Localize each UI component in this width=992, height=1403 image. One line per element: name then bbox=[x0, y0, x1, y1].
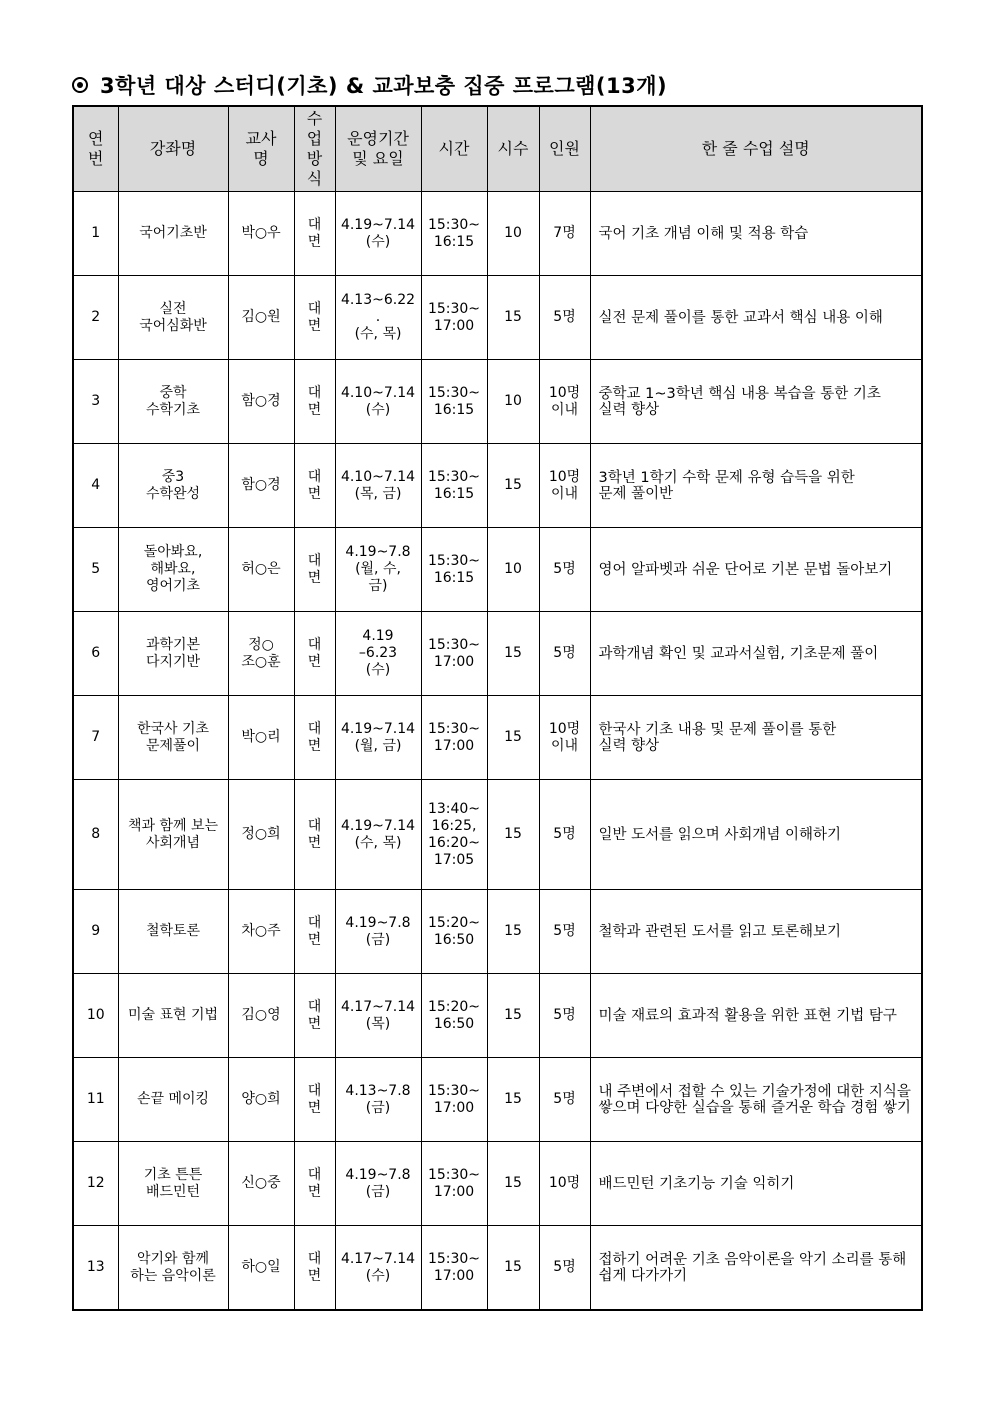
cell-capacity: 5명 bbox=[539, 1058, 590, 1142]
cell-course: 손끝 메이킹 bbox=[118, 1058, 228, 1142]
cell-description: 접하기 어려운 기초 음악이론을 악기 소리를 통해 쉽게 다가가기 bbox=[590, 1226, 922, 1311]
cell-teacher: 김○원 bbox=[228, 276, 294, 360]
cell-time: 15:30~ 17:00 bbox=[421, 612, 487, 696]
cell-hours: 10 bbox=[487, 360, 539, 444]
header-method: 수 업 방 식 bbox=[294, 106, 335, 192]
cell-hours: 15 bbox=[487, 276, 539, 360]
cell-teacher: 허○은 bbox=[228, 528, 294, 612]
table-row bbox=[73, 974, 922, 1058]
cell-course: 돌아봐요, 해봐요, 영어기초 bbox=[118, 528, 228, 612]
cell-capacity: 10명 이내 bbox=[539, 444, 590, 528]
table-row bbox=[73, 890, 922, 974]
cell-course: 중학 수학기초 bbox=[118, 360, 228, 444]
cell-course: 기초 튼튼 배드민턴 bbox=[118, 1142, 228, 1226]
cell-no: 1 bbox=[73, 192, 118, 276]
cell-method: 대 면 bbox=[294, 890, 335, 974]
cell-hours: 15 bbox=[487, 1142, 539, 1226]
cell-description: 배드민턴 기초기능 기술 익히기 bbox=[590, 1142, 922, 1226]
cell-capacity: 5명 bbox=[539, 1226, 590, 1311]
cell-hours: 10 bbox=[487, 192, 539, 276]
cell-hours: 10 bbox=[487, 528, 539, 612]
cell-description: 실전 문제 풀이를 통한 교과서 핵심 내용 이해 bbox=[590, 276, 922, 360]
cell-period: 4.17~7.14 (목) bbox=[335, 974, 421, 1058]
cell-time: 15:20~ 16:50 bbox=[421, 974, 487, 1058]
cell-hours: 15 bbox=[487, 1226, 539, 1311]
cell-hours: 15 bbox=[487, 974, 539, 1058]
table-header-row bbox=[73, 106, 922, 192]
cell-course: 책과 함께 보는 사회개념 bbox=[118, 780, 228, 890]
cell-no: 12 bbox=[73, 1142, 118, 1226]
cell-no: 4 bbox=[73, 444, 118, 528]
page-title-text: 3학년 대상 스터디(기초) & 교과보충 집중 프로그램(13개) bbox=[100, 74, 668, 98]
header-course: 강좌명 bbox=[118, 106, 228, 192]
table-row bbox=[73, 1142, 922, 1226]
header-description: 한 줄 수업 설명 bbox=[590, 106, 922, 192]
cell-capacity: 10명 이내 bbox=[539, 360, 590, 444]
cell-time: 15:30~ 17:00 bbox=[421, 1142, 487, 1226]
table-row bbox=[73, 1058, 922, 1142]
cell-no: 10 bbox=[73, 974, 118, 1058]
cell-capacity: 10명 이내 bbox=[539, 696, 590, 780]
program-table bbox=[72, 105, 923, 1311]
cell-time: 15:30~ 16:15 bbox=[421, 360, 487, 444]
cell-period: 4.13~6.22 . (수, 목) bbox=[335, 276, 421, 360]
cell-capacity: 5명 bbox=[539, 276, 590, 360]
cell-period: 4.19~7.8 (금) bbox=[335, 1142, 421, 1226]
cell-no: 6 bbox=[73, 612, 118, 696]
cell-period: 4.10~7.14 (목, 금) bbox=[335, 444, 421, 528]
cell-teacher: 양○희 bbox=[228, 1058, 294, 1142]
cell-time: 15:30~ 16:15 bbox=[421, 528, 487, 612]
cell-teacher: 신○중 bbox=[228, 1142, 294, 1226]
page-title bbox=[72, 68, 667, 102]
cell-course: 실전 국어심화반 bbox=[118, 276, 228, 360]
table-row bbox=[73, 696, 922, 780]
cell-hours: 15 bbox=[487, 1058, 539, 1142]
table-row bbox=[73, 612, 922, 696]
cell-capacity: 5명 bbox=[539, 974, 590, 1058]
cell-period: 4.19~7.14 (월, 금) bbox=[335, 696, 421, 780]
table-row bbox=[73, 276, 922, 360]
cell-no: 11 bbox=[73, 1058, 118, 1142]
cell-time: 15:30~ 17:00 bbox=[421, 1226, 487, 1311]
cell-time: 15:20~ 16:50 bbox=[421, 890, 487, 974]
cell-course: 과학기본 다지기반 bbox=[118, 612, 228, 696]
cell-teacher: 박○리 bbox=[228, 696, 294, 780]
cell-capacity: 5명 bbox=[539, 528, 590, 612]
cell-method: 대 면 bbox=[294, 528, 335, 612]
cell-no: 2 bbox=[73, 276, 118, 360]
cell-no: 9 bbox=[73, 890, 118, 974]
cell-description: 일반 도서를 읽으며 사회개념 이해하기 bbox=[590, 780, 922, 890]
cell-capacity: 5명 bbox=[539, 612, 590, 696]
cell-time: 15:30~ 17:00 bbox=[421, 1058, 487, 1142]
cell-course: 한국사 기초 문제풀이 bbox=[118, 696, 228, 780]
cell-period: 4.13~7.8 (금) bbox=[335, 1058, 421, 1142]
cell-capacity: 5명 bbox=[539, 890, 590, 974]
cell-teacher: 차○주 bbox=[228, 890, 294, 974]
cell-hours: 15 bbox=[487, 612, 539, 696]
header-capacity: 인원 bbox=[539, 106, 590, 192]
table-row bbox=[73, 360, 922, 444]
cell-description: 한국사 기초 내용 및 문제 풀이를 통한 실력 향상 bbox=[590, 696, 922, 780]
cell-method: 대 면 bbox=[294, 696, 335, 780]
cell-teacher: 함○경 bbox=[228, 360, 294, 444]
header-time: 시간 bbox=[421, 106, 487, 192]
cell-method: 대 면 bbox=[294, 612, 335, 696]
cell-teacher: 김○영 bbox=[228, 974, 294, 1058]
table-row bbox=[73, 192, 922, 276]
cell-time: 15:30~ 17:00 bbox=[421, 276, 487, 360]
cell-period: 4.19~7.8 (월, 수, 금) bbox=[335, 528, 421, 612]
cell-no: 5 bbox=[73, 528, 118, 612]
table-row bbox=[73, 444, 922, 528]
cell-method: 대 면 bbox=[294, 276, 335, 360]
cell-time: 15:30~ 17:00 bbox=[421, 696, 487, 780]
cell-description: 미술 재료의 효과적 활용을 위한 표현 기법 탐구 bbox=[590, 974, 922, 1058]
cell-time: 15:30~ 16:15 bbox=[421, 192, 487, 276]
cell-teacher: 박○우 bbox=[228, 192, 294, 276]
table-row bbox=[73, 780, 922, 890]
cell-course: 중3 수학완성 bbox=[118, 444, 228, 528]
cell-description: 내 주변에서 접할 수 있는 기술가정에 대한 지식을 쌓으며 다양한 실습을 통해 즐거운 학습 경험 쌓기 bbox=[590, 1058, 922, 1142]
cell-course: 철학토론 bbox=[118, 890, 228, 974]
cell-method: 대 면 bbox=[294, 1142, 335, 1226]
cell-description: 중학교 1~3학년 핵심 내용 복습을 통한 기초 실력 향상 bbox=[590, 360, 922, 444]
cell-time: 13:40~ 16:25, 16:20~ 17:05 bbox=[421, 780, 487, 890]
cell-period: 4.19 –6.23 (수) bbox=[335, 612, 421, 696]
cell-period: 4.17~7.14 (수) bbox=[335, 1226, 421, 1311]
cell-method: 대 면 bbox=[294, 780, 335, 890]
cell-period: 4.19~7.14 (수) bbox=[335, 192, 421, 276]
cell-teacher: 정○희 bbox=[228, 780, 294, 890]
cell-teacher: 하○일 bbox=[228, 1226, 294, 1311]
cell-hours: 15 bbox=[487, 780, 539, 890]
cell-course: 악기와 함께 하는 음악이론 bbox=[118, 1226, 228, 1311]
cell-period: 4.10~7.14 (수) bbox=[335, 360, 421, 444]
cell-description: 철학과 관련된 도서를 읽고 토론해보기 bbox=[590, 890, 922, 974]
table-row bbox=[73, 528, 922, 612]
circle-bullet-icon bbox=[72, 77, 88, 93]
cell-time: 15:30~ 16:15 bbox=[421, 444, 487, 528]
cell-period: 4.19~7.14 (수, 목) bbox=[335, 780, 421, 890]
cell-no: 7 bbox=[73, 696, 118, 780]
table-row bbox=[73, 1226, 922, 1311]
cell-period: 4.19~7.8 (금) bbox=[335, 890, 421, 974]
cell-method: 대 면 bbox=[294, 444, 335, 528]
cell-description: 영어 알파벳과 쉬운 단어로 기본 문법 돌아보기 bbox=[590, 528, 922, 612]
cell-hours: 15 bbox=[487, 696, 539, 780]
header-teacher: 교사 명 bbox=[228, 106, 294, 192]
cell-no: 3 bbox=[73, 360, 118, 444]
cell-description: 과학개념 확인 및 교과서실험, 기초문제 풀이 bbox=[590, 612, 922, 696]
cell-method: 대 면 bbox=[294, 1226, 335, 1311]
header-period: 운영기간 및 요일 bbox=[335, 106, 421, 192]
cell-hours: 15 bbox=[487, 890, 539, 974]
cell-hours: 15 bbox=[487, 444, 539, 528]
cell-description: 국어 기초 개념 이해 및 적용 학습 bbox=[590, 192, 922, 276]
cell-method: 대 면 bbox=[294, 974, 335, 1058]
cell-method: 대 면 bbox=[294, 192, 335, 276]
cell-course: 국어기초반 bbox=[118, 192, 228, 276]
cell-capacity: 7명 bbox=[539, 192, 590, 276]
cell-teacher: 정○ 조○훈 bbox=[228, 612, 294, 696]
cell-course: 미술 표현 기법 bbox=[118, 974, 228, 1058]
cell-capacity: 5명 bbox=[539, 780, 590, 890]
cell-capacity: 10명 bbox=[539, 1142, 590, 1226]
cell-teacher: 함○경 bbox=[228, 444, 294, 528]
cell-method: 대 면 bbox=[294, 1058, 335, 1142]
header-no: 연 번 bbox=[73, 106, 118, 192]
cell-no: 13 bbox=[73, 1226, 118, 1311]
header-hours: 시수 bbox=[487, 106, 539, 192]
cell-description: 3학년 1학기 수학 문제 유형 습득을 위한 문제 풀이반 bbox=[590, 444, 922, 528]
cell-method: 대 면 bbox=[294, 360, 335, 444]
cell-no: 8 bbox=[73, 780, 118, 890]
